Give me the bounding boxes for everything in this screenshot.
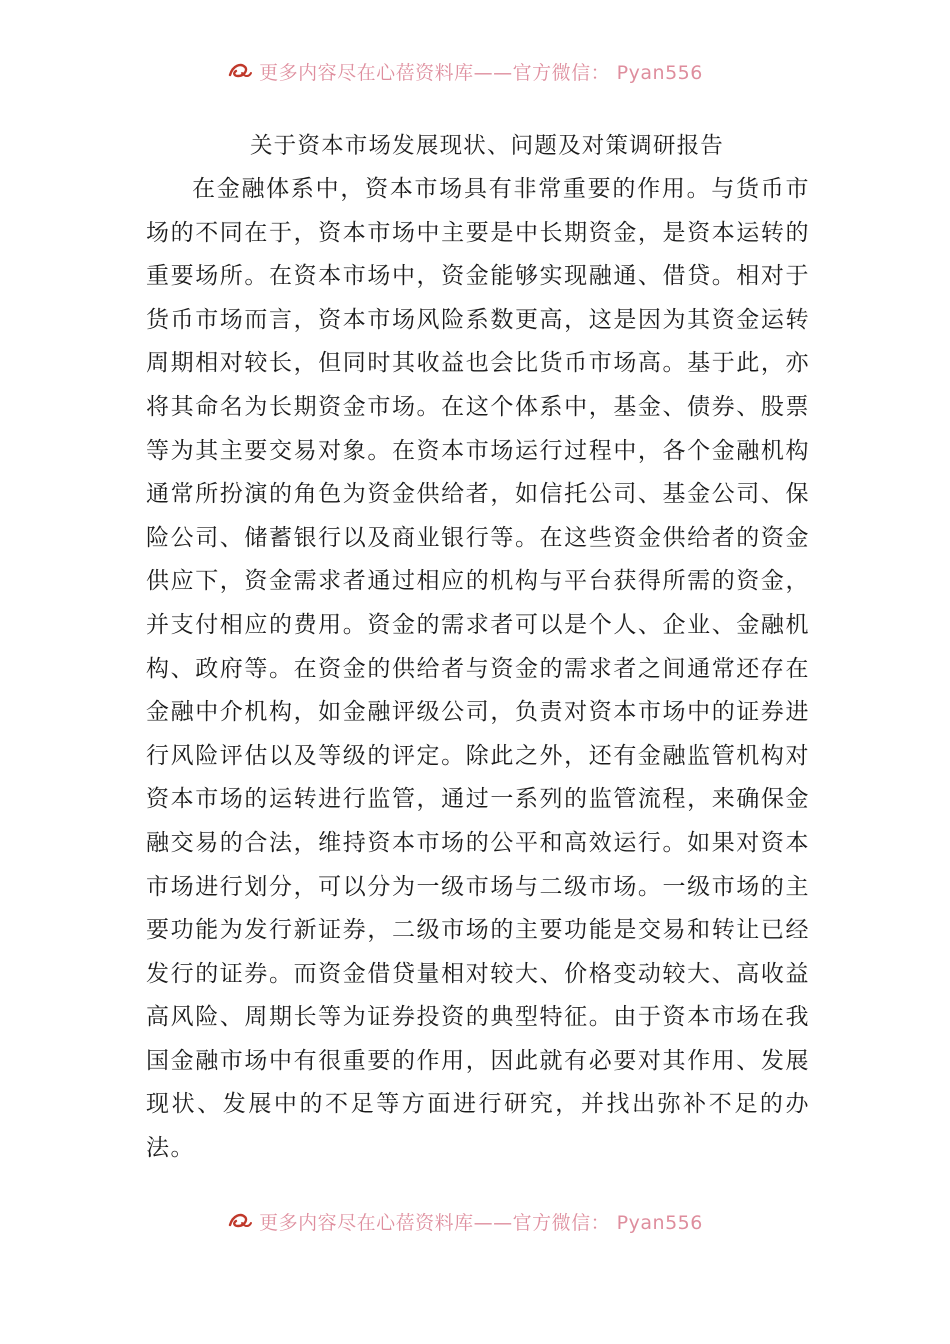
watermark-footer <box>0 1206 950 1236</box>
watermark-header <box>0 56 950 86</box>
document-title: 关于资本市场发展现状、问题及对策调研报告 <box>249 133 724 159</box>
watermark-logo-icon <box>227 1211 253 1231</box>
document-paragraph: 在金融体系中，资本市场具有非常重要的作用。与货币市场的不同在于，资本市场中主要是中长期资金，是资本运转的重要场所。在资本市场中，资金能够实现融通、借贷。相对于货币市场而言，资本市场风险系数更高，这是因为其资金运转周期相对较长，但同时其收益也会比货币市场高。基于此，亦将其命名为长期资金市场。在这个体系中，基金、债券、股票等为其主要交易对象。在资本市场运行过程中，各个金融机构通常所扮演的角色为资金供给者，如信托公司、基金公司、保险公司、储蓄银行以及商业银行等。在这些资金供给者的资金供应下，资金需求者通过相应的机构与平台获得所需的资金，并支付相应的费用。资金的需求者可以是个人、企业、金融机构、政府等。在资金的供给者与资金的需求者之间通常还存在金融中介机构，如金融评级公司，负责对资本市场中的证券进行风险评估以及等级的评定。除此之外，还有金融监管机构对资本市场的运转进行监管，通过一系列的监管流程，来确保金融交易的合法，维持资本市场的公平和高效运行。如果对资本市场进行划分，可以分为一级市场与二级市场。一级市场的主要功能为发行新证券，二级市场的主要功能是交易和转让已经发行的证券。而资金借贷量相对较大、价格变动较大、高收益高风险、周期长等为证券投资的典型特征。由于资本市场在我国金融市场中有很重要的作用，因此就有必要对其作用、发展现状、发展中的不足等方面进行研究，并找出弥补不足的办法。 <box>146 176 810 1162</box>
watermark-text: 更多内容尽在心蓓资料库——官方微信： Pyan556 <box>259 1211 703 1234</box>
watermark-logo-icon <box>227 61 253 81</box>
watermark-text: 更多内容尽在心蓓资料库——官方微信： Pyan556 <box>259 61 703 84</box>
